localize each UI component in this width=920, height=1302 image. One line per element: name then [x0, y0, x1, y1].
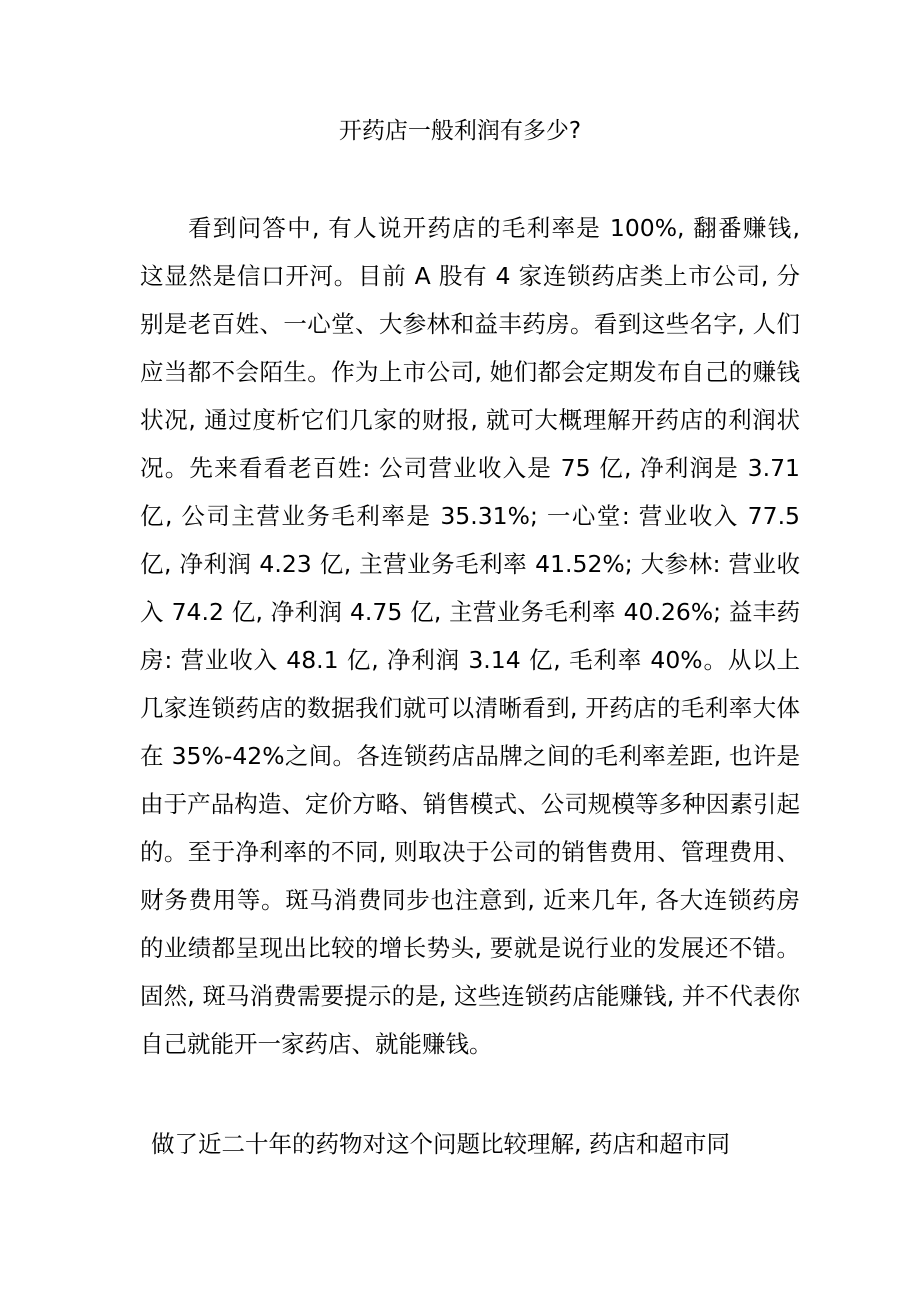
body-paragraph-1: 看到问答中, 有人说开药店的毛利率是 100%, 翻番赚钱, 这显然是信口开河。目前 A 股有 4 家连锁药店类上市公司, 分别是老百姓、一心堂、大参林和益丰药房。看到这些名字, 人们应当都不会陌生。作为上市公司, 她们都会定期发布自己的赚钱状况, 通过度析它们几家的财报, 就可大概理解开药店的利润状况。先来看看老百姓: 公司营业收入是 75 亿, 净利润是 3.71 亿, 公司主营业务毛利率是 35.31%; 一心堂: 营业收入 77.5 亿, 净利润 4.23 亿, 主营业务毛利率 41.52%; 大参林: 营业收入 74.2 亿, 净利润 4.75 亿, 主营业务毛利率 40.26%; 益丰药房: 营业收入 48.1 亿, 净利润 3.14 亿, 毛利率 40%。从以上几家连锁药店的数据我们就可以清晰看到, 开药店的毛利率大体在 35%-42%之间。各连锁药店品牌之间的毛利率差距, 也许是由于产品构造、定价方略、销售模式、公司规模等多种因素引起的。至于净利率的不同, 则取决于公司的销售费用、管理费用、财务费用等。斑马消费同步也注意到, 近来几年, 各大连锁药房的业绩都呈现出比较的增长势头, 要就是说行业的发展还不错。固然, 斑马消费需要提示的是, 这些连锁药店能赚钱, 并不代表你自己就能开一家药店、就能赚钱。: [140, 214, 800, 1058]
body-paragraph-2: 做了近二十年的药物对这个问题比较理解, 药店和超市同: [151, 1130, 730, 1158]
document-title: 开药店一般利润有多少?: [338, 118, 582, 144]
